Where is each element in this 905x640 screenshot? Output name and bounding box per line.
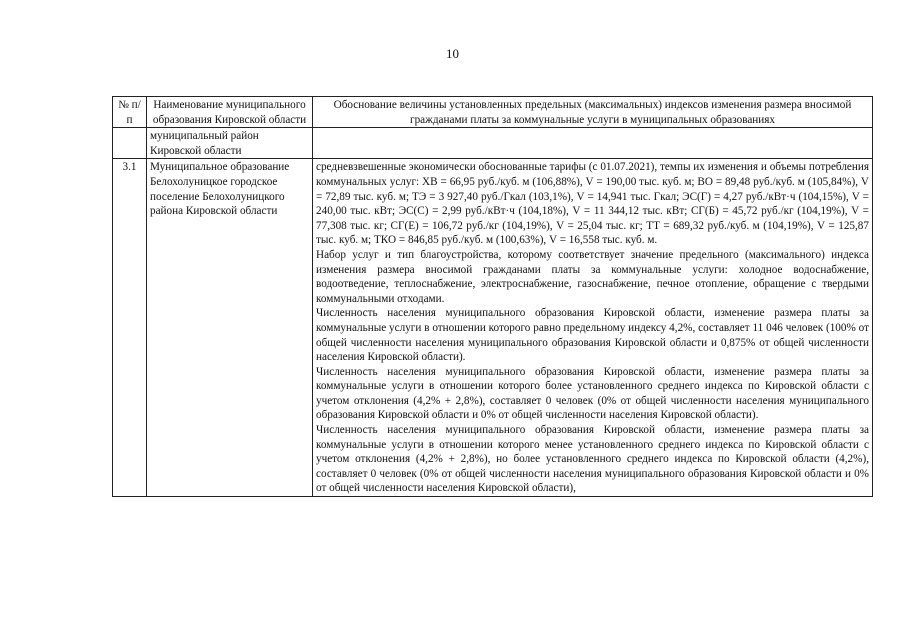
indices-table — [112, 96, 873, 497]
row-number: 3.1 — [113, 159, 147, 497]
table-row — [113, 159, 873, 497]
section-row — [113, 128, 873, 159]
table-header-row — [113, 97, 873, 128]
header-basis: Обоснование величины установленных предельных (максимальных) индексов изменения размера вносимой гражданами платы за коммунальные услуги в муниципальных образованиях — [313, 97, 873, 128]
population-equal-paragraph: Численность населения муниципального образования Кировской области, изменение размера платы за коммунальные услуги в отношении которого равно предельному индексу 4,2%, составляет 11 046 человек (100% от общей численности населения муниципального образования Кировской области и 0,875% от общей численности населения Кировской области). — [316, 307, 869, 364]
services-paragraph: Набор услуг и тип благоустройства, которому соответствует значение предельного (максимального) индекса изменения размера вносимой гражданами платы за коммунальные услуги: холодное водоснабжение, водоотведение, теплоснабжение, электроснабжение, газоснабжение, печное отопление, обращение с твердыми коммунальными отходами. — [316, 248, 869, 305]
section-num-cell — [113, 128, 147, 159]
tariffs-paragraph: средневзвешенные экономически обоснованные тарифы (с 01.07.2021), темпы их изменения и объемы потребления коммунальных услуг: ХВ = 66,95 руб./куб. м (106,88%), V = 190,00 тыс. куб. м; ВО = 89,48 руб./куб. м (105,84%), V = 72,89 тыс. куб. м; ТЭ = 3 927,40 руб./Гкал (103,1%), V = 14,941 тыс. Гкал; ЭС(Г) = 4,27 руб./кВт·ч (104,15%), V = 240,00 тыс. кВт; ЭС(С) = 2,99 руб./кВт·ч (104,18%), V = 11 344,12 тыс. кВт; СГ(Б) = 45,72 руб./кг (104,19%), V = 77,308 тыс. кг; СГ(Е) = 106,72 руб./кг (104,19%), V = 25,04 тыс. кг; ТТ = 689,32 руб./куб. м (104,19%), V = 125,87 тыс. куб. м; ТКО = 846,85 руб./куб. м (100,63%), V = 16,558 тыс. куб. м. — [316, 161, 869, 247]
municipality-name: Муниципальное образование Белохолуницкое городское поселение Белохолуницкого района Кировской области — [147, 159, 313, 497]
section-name: муниципальный район Кировской области — [147, 128, 313, 159]
population-above-paragraph: Численность населения муниципального образования Кировской области, изменение размера платы за коммунальные услуги в отношении которого более установленного среднего индекса по Кировской области с учетом отклонения (4,2% + 2,8%), составляет 0 человек (0% от общей численности населения муниципального образования Кировской области и 0% от общей численности населения Кировской области). — [316, 365, 869, 422]
population-below-paragraph: Численность населения муниципального образования Кировской области, изменение размера платы за коммунальные услуги в отношении которого менее установленного среднего индекса по Кировской области с учетом отклонения (4,2% + 2,8%), но более установленного среднего индекса по Кировской области (4,2%), составляет 0 человек (0% от общей численности населения муниципального образования Кировской области и 0% от общей численности населения Кировской области), — [316, 424, 869, 495]
section-basis-cell — [313, 128, 873, 159]
basis-cell — [313, 159, 873, 497]
page-number: 10 — [446, 46, 459, 61]
header-num: № п/п — [113, 97, 147, 128]
header-municipality: Наименование муниципального образования Кировской области — [147, 97, 313, 128]
